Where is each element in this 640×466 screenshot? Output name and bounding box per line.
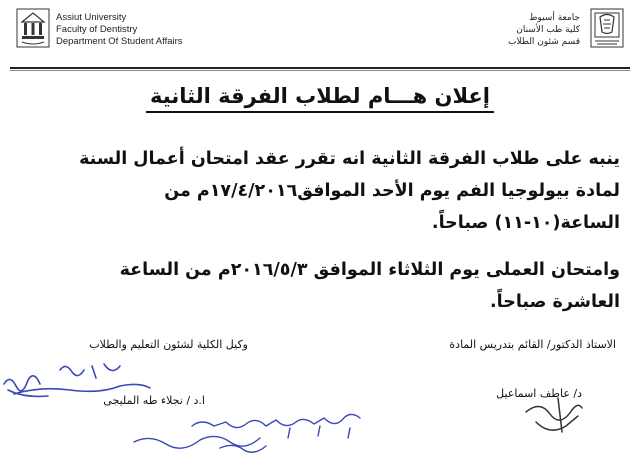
signature-left-title: وكيل الكلية لشئون التعليم والطلاب [89,338,248,351]
header-university-ar: جامعة أسيوط [529,13,580,23]
faculty-logo [590,8,624,48]
header-arabic [380,12,580,48]
header-department-ar: قسم شئون الطلاب [507,37,580,47]
header-faculty-en: Faculty of Dentistry [56,24,138,35]
paragraph-1-line-3: الساعة(١٠-١١) صباحاً. [431,213,620,233]
paragraph-2-line-2: العاشرة صباحاً. [490,292,620,312]
university-logo [16,8,50,48]
announcement-paragraph-2 [20,254,620,318]
header-divider-thin [10,70,630,71]
header-english [56,12,256,48]
header-department-en: Department Of Student Affairs [56,36,183,47]
header-divider [10,67,630,69]
announcement-paragraph-1 [20,143,620,239]
header-faculty-ar: كلية طب الأسنان [516,25,580,35]
paragraph-2-line-1: وامتحان العملى يوم الثلاثاء الموافق ٢٠١٦/٥/٣م من الساعة [119,260,620,280]
announcement-title: إعلان هـــام لطلاب الفرقة الثانية [146,84,494,113]
paragraph-1-line-1: ينبه على طلاب الفرقة الثانية انه تقرر عقد امتحان أعمال السنة [79,149,620,169]
paragraph-1-line-2: لمادة بيولوجيا الفم يوم الأحد الموافق١٧/٤/٢٠١٦م من [164,181,620,201]
signature-right-title: الاستاذ الدكتور/ القائم بتدريس المادة [449,338,616,351]
header-university-en: Assiut University [56,12,127,23]
signature-left-name: ا.د / نجلاء طه المليجى [103,394,205,407]
signature-right-name: د/ عاطف اسماعيل [496,387,582,400]
handwritten-note [120,408,380,460]
